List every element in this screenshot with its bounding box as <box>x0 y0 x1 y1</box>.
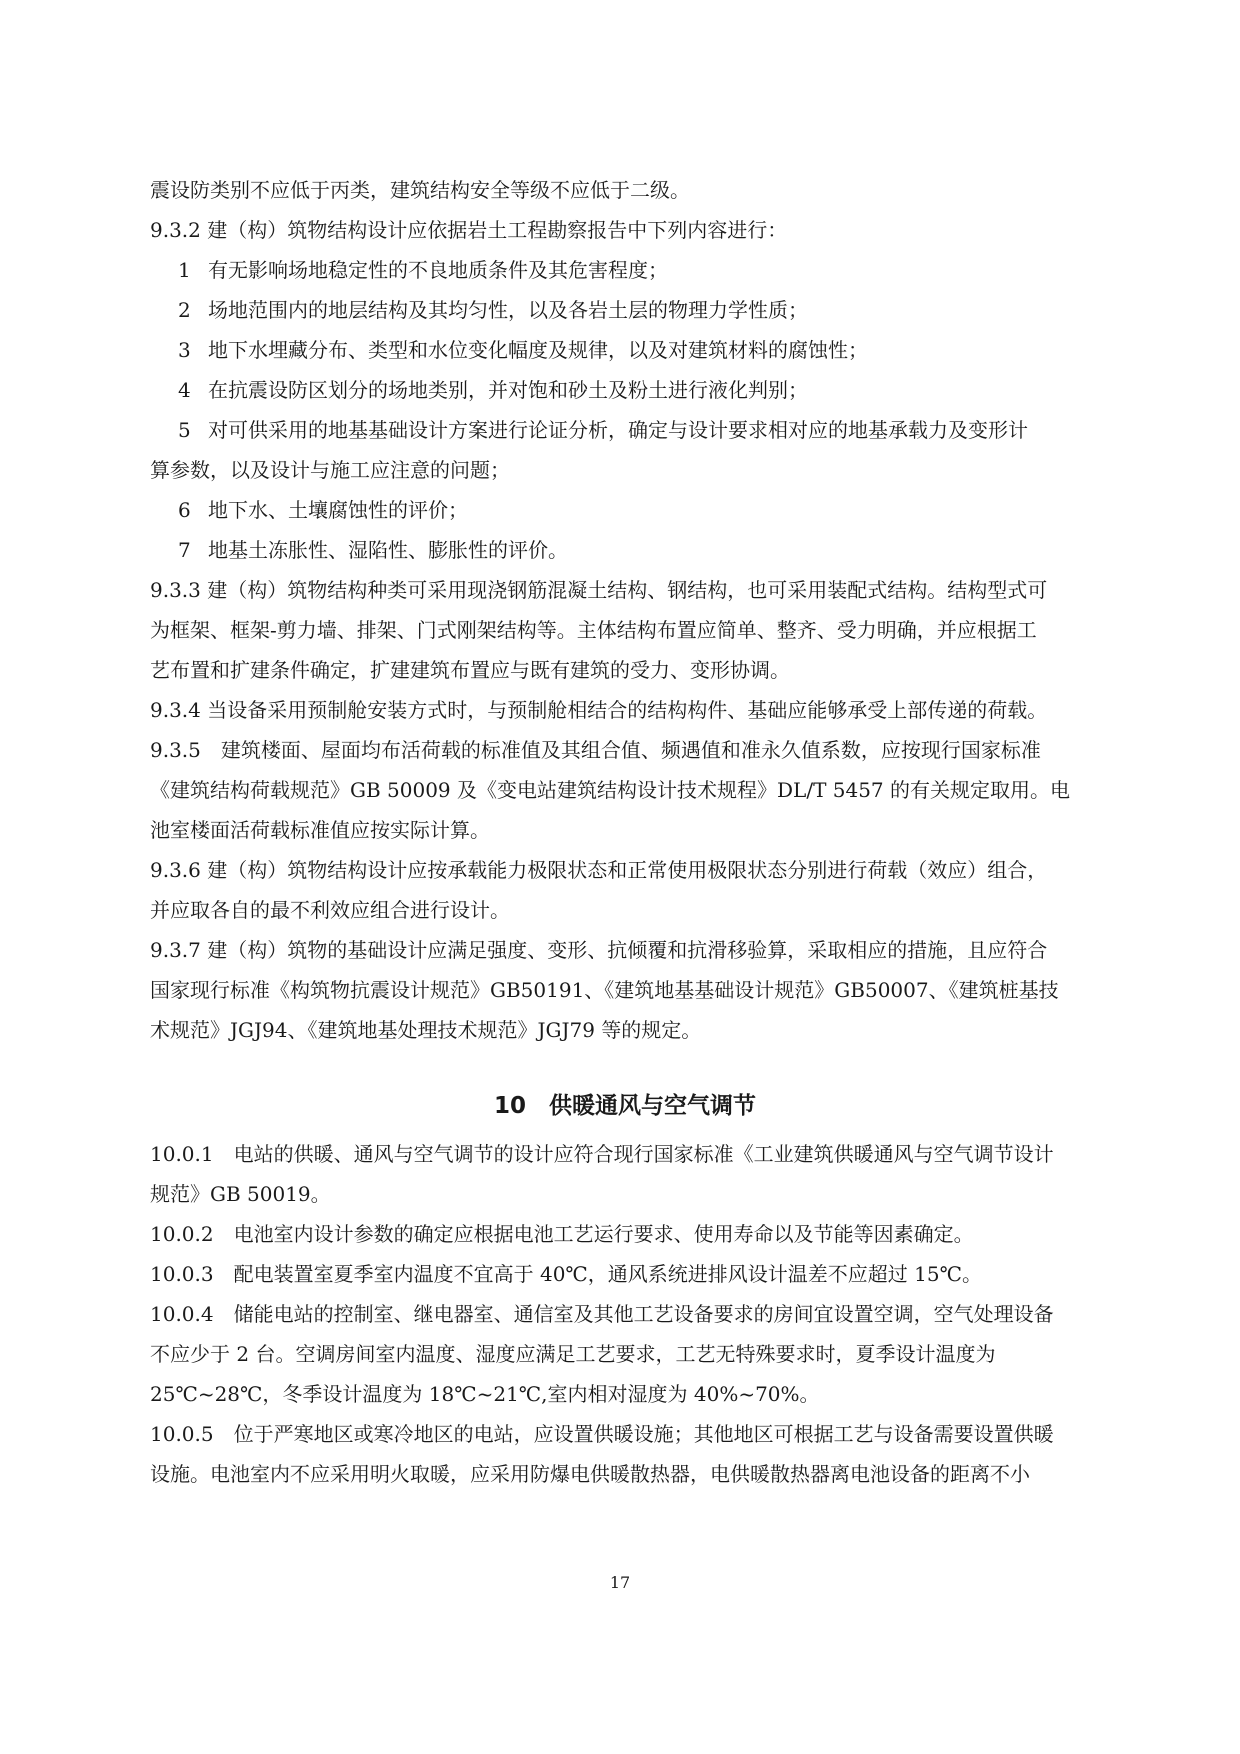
page-number: 17 <box>609 1573 631 1592</box>
item-number: 2 <box>178 298 191 322</box>
item-number: 1 <box>178 258 191 282</box>
paragraph-line: 震设防类别不应低于丙类，建筑结构安全等级不应低于二级。 <box>150 178 690 202</box>
item-number: 4 <box>178 378 191 402</box>
list-item <box>178 296 1100 324</box>
clause-9-3-5-line: 9.3.5 建筑楼面、屋面均布活荷载的标准值及其组合值、频遇值和准永久值系数，应按现行国家标准 <box>150 738 1041 762</box>
clause-10-0-2-line: 10.0.2 电池室内设计参数的确定应根据电池工艺运行要求、使用寿命以及节能等因素确定。 <box>150 1222 974 1246</box>
clause-9-3-6-line: 并应取各自的最不利效应组合进行设计。 <box>150 898 510 922</box>
item-text: 地基土冻胀性、湿陷性、膨胀性的评价。 <box>208 538 568 562</box>
section-heading: 10 供暖通风与空气调节 <box>493 1093 756 1119</box>
list-item <box>178 256 1100 284</box>
clause-10-0-4-line: 25℃~28℃，冬季设计温度为 18℃~21℃,室内相对湿度为 40%~70%。 <box>150 1382 820 1406</box>
item-text: 对可供采用的地基基础设计方案进行论证分析，确定与设计要求相对应的地基承载力及变形计 <box>208 418 1028 442</box>
list-item <box>178 536 1100 564</box>
list-item <box>178 416 1100 444</box>
clause-9-3-6-line: 9.3.6 建（构）筑物结构设计应按承载能力极限状态和正常使用极限状态分别进行荷载（效应）组合， <box>150 858 1048 882</box>
item-number: 7 <box>178 538 191 562</box>
list-item <box>178 336 1100 364</box>
list-item <box>178 376 1100 404</box>
clause-9-3-7-line: 国家现行标准《构筑物抗震设计规范》GB50191、《建筑地基基础设计规范》GB50007、《建筑桩基技 <box>150 978 1059 1002</box>
clause-9-3-2-lead: 9.3.2 建（构）筑物结构设计应依据岩土工程勘察报告中下列内容进行： <box>150 218 788 242</box>
clause-9-3-7-line: 术规范》JGJ94、《建筑地基处理技术规范》JGJ79 等的规定。 <box>150 1018 702 1042</box>
item-number: 5 <box>178 418 191 442</box>
list-item <box>178 496 1100 524</box>
item-text: 场地范围内的地层结构及其均匀性，以及各岩土层的物理力学性质； <box>208 298 808 322</box>
clause-10-0-4-line: 不应少于 2 台。空调房间室内温度、湿度应满足工艺要求，工艺无特殊要求时，夏季设计温度为 <box>150 1342 996 1366</box>
clause-10-0-5-line: 10.0.5 位于严寒地区或寒冷地区的电站，应设置供暖设施；其他地区可根据工艺与设备需要设置供暖 <box>150 1422 1054 1446</box>
clause-10-0-3-line: 10.0.3 配电装置室夏季室内温度不宜高于 40℃，通风系统进排风设计温差不应超过 15℃。 <box>150 1262 982 1286</box>
clause-10-0-4-line: 10.0.4 储能电站的控制室、继电器室、通信室及其他工艺设备要求的房间宜设置空调，空气处理设备 <box>150 1302 1054 1326</box>
clause-10-0-1-line: 规范》GB 50019。 <box>150 1182 331 1206</box>
item-number: 3 <box>178 338 191 362</box>
clause-10-0-5-line: 设施。电池室内不应采用明火取暖，应采用防爆电供暖散热器，电供暖散热器离电池设备的距离不小 <box>150 1462 1030 1486</box>
clause-9-3-3-line: 艺布置和扩建条件确定，扩建建筑布置应与既有建筑的受力、变形协调。 <box>150 658 790 682</box>
item-number: 6 <box>178 498 191 522</box>
item-text: 在抗震设防区划分的场地类别，并对饱和砂土及粉土进行液化判别； <box>208 378 808 402</box>
clause-9-3-7-line: 9.3.7 建（构）筑物的基础设计应满足强度、变形、抗倾覆和抗滑移验算，采取相应的措施，且应符合 <box>150 938 1048 962</box>
clause-9-3-3-line: 为框架、框架-剪力墙、排架、门式刚架结构等。主体结构布置应简单、整齐、受力明确，并应根据工 <box>150 618 1037 642</box>
item-text: 有无影响场地稳定性的不良地质条件及其危害程度； <box>208 258 668 282</box>
clause-10-0-1-line: 10.0.1 电站的供暖、通风与空气调节的设计应符合现行国家标准《工业建筑供暖通风与空气调节设计 <box>150 1142 1054 1166</box>
clause-9-3-5-line: 池室楼面活荷载标准值应按实际计算。 <box>150 818 490 842</box>
clause-9-3-3-line: 9.3.3 建（构）筑物结构种类可采用现浇钢筋混凝土结构、钢结构，也可采用装配式结构。结构型式可 <box>150 578 1048 602</box>
item-text: 地下水、土壤腐蚀性的评价； <box>208 498 468 522</box>
item-text: 地下水埋藏分布、类型和水位变化幅度及规律，以及对建筑材料的腐蚀性； <box>208 338 868 362</box>
clause-9-3-4-line: 9.3.4 当设备采用预制舱安装方式时，与预制舱相结合的结构构件、基础应能够承受上部传递的荷载。 <box>150 698 1048 722</box>
clause-9-3-5-line: 《建筑结构荷载规范》GB 50009 及《变电站建筑结构设计技术规程》DL/T 5457 的有关规定取用。电 <box>150 778 1071 802</box>
list-item-continuation: 算参数，以及设计与施工应注意的问题； <box>150 458 510 482</box>
